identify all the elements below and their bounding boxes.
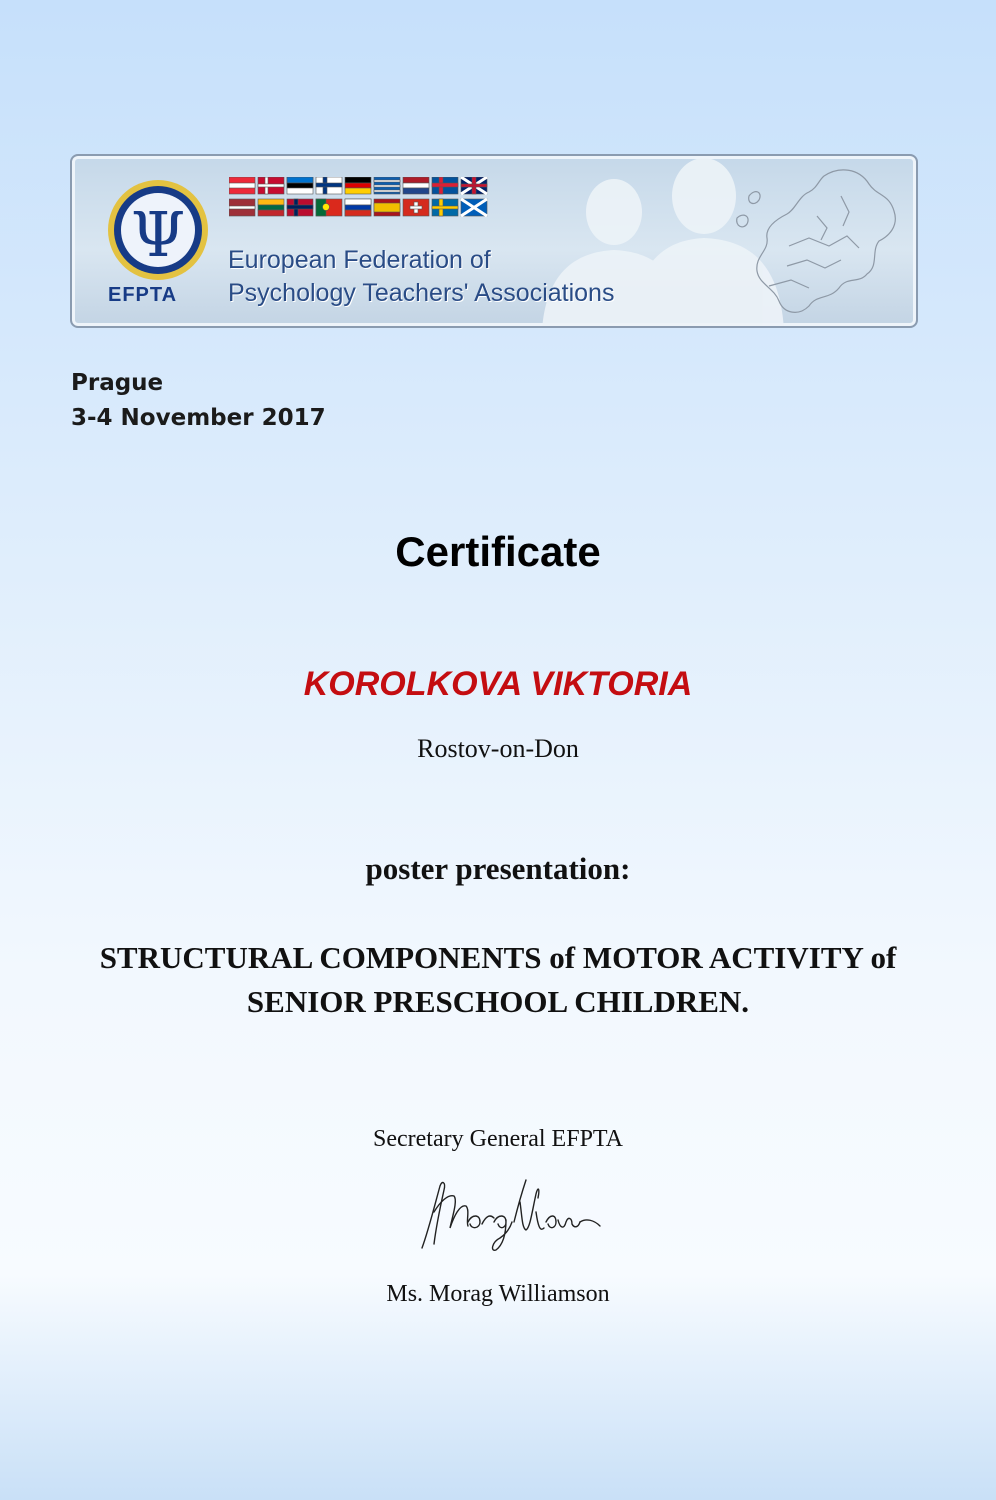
event-dates: 3-4 November 2017 bbox=[71, 405, 326, 431]
certificate-title: Certificate bbox=[395, 528, 601, 575]
presentation-topic bbox=[0, 936, 996, 1024]
logo-text: EFPTA bbox=[108, 284, 178, 306]
event-city: Prague bbox=[71, 370, 164, 396]
svg-text:Ψ: Ψ bbox=[130, 198, 186, 271]
organization-name-line1: European Federation of bbox=[228, 246, 491, 274]
organization-name-line2: Psychology Teachers' Associations bbox=[228, 279, 615, 307]
signatory-name: Ms. Morag Williamson bbox=[386, 1281, 610, 1307]
europe-map-icon bbox=[729, 156, 914, 328]
psi-logo-icon bbox=[104, 176, 212, 284]
presentation-kind: poster presentation: bbox=[365, 851, 631, 886]
topic-line2: SENIOR PRESCHOOL CHILDREN. bbox=[246, 984, 750, 1019]
handwritten-signature bbox=[410, 1172, 610, 1258]
event-info bbox=[71, 366, 326, 436]
organization-name bbox=[228, 244, 614, 310]
recipient-name: KOROLKOVA VIKTORIA bbox=[303, 665, 693, 703]
topic-line1: STRUCTURAL COMPONENTS of MOTOR ACTIVITY of bbox=[99, 940, 897, 975]
flags-icon bbox=[229, 177, 509, 219]
header-banner bbox=[70, 154, 918, 328]
signatory-role: Secretary General EFPTA bbox=[373, 1126, 623, 1152]
recipient-city: Rostov-on-Don bbox=[417, 734, 579, 763]
